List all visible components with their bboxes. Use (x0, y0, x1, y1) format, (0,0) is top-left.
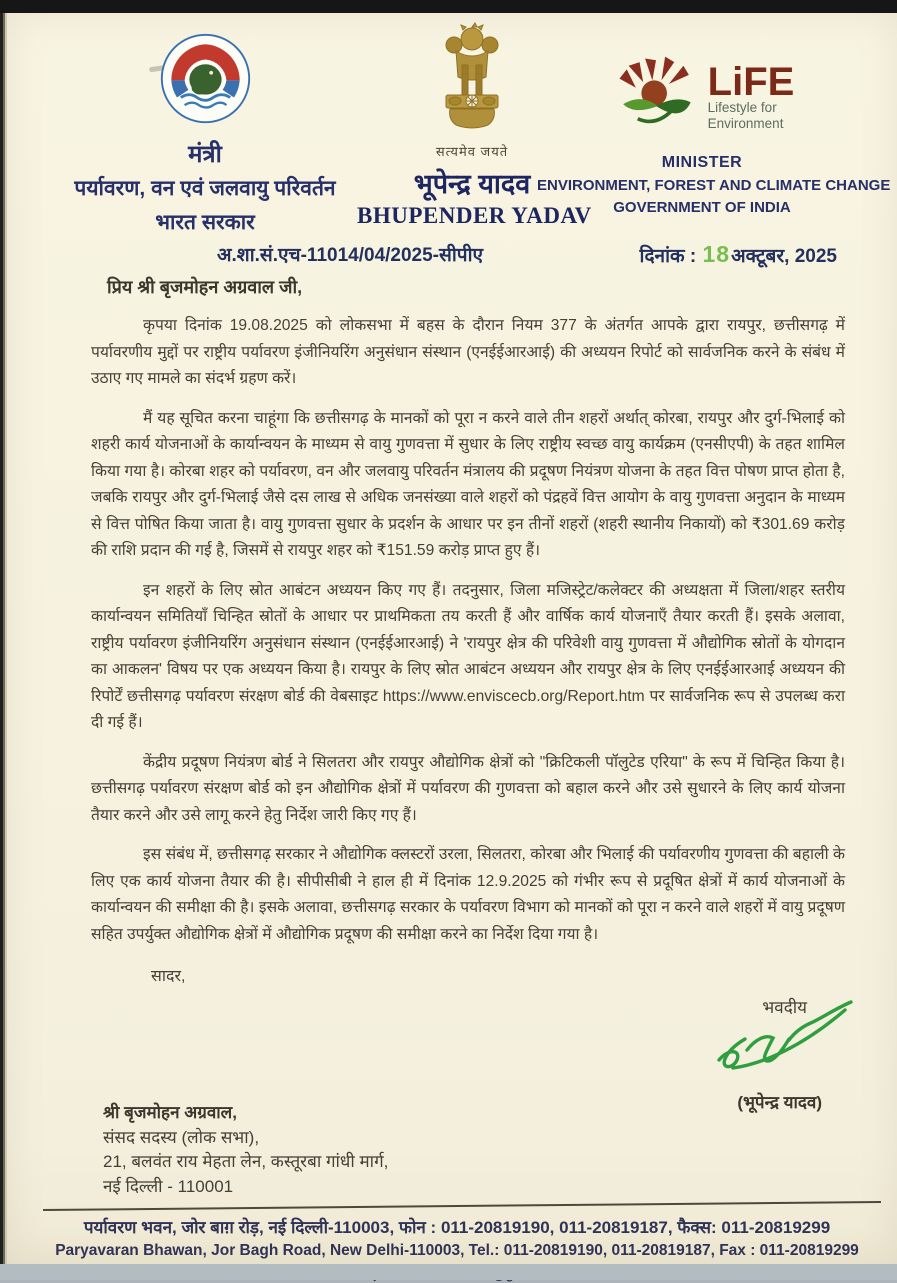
date-month-year: अक्टूबर, 2025 (731, 246, 837, 267)
ministry-of-environment-logo-icon (158, 31, 253, 131)
letter-page (7, 13, 897, 1264)
life-tagline-1: Lifestyle for (707, 99, 777, 115)
valediction: भवदीय (762, 998, 807, 1017)
paragraph-5: इस संबंध में, छत्तीसगढ़ सरकार ने औद्योगिक क्लस्टरों उरला, सिलतरा, कोरबा और भिलाई की पर्यावरणीय गुणवत्ता की बहाली के लिए एक कार्य योजना तैयार की है। सीपीसीबी ने हाल ही में दिनांक 12.9.2025 को गंभीर रूप से प्रदूषित क्षेत्रों में कार्य योजनाओं के कार्यान्वयन की समीक्षा की है। इसके अलावा, छत्तीसगढ़ सरकार के पर्यावरण विभाग को मानकों को पूरा न करने वाले शहरों में वायु प्रदूषण सहित उपर्युक्त औद्योगिक क्षेत्रों में औद्योगिक प्रदूषण की समीक्षा करने का निर्देश दिया गया है। (91, 846, 845, 943)
reference-number: अ.शा.सं.एच-11014/04/2025-सीपीए (217, 245, 483, 266)
paragraph-4: केंद्रीय प्रदूषण नियंत्रण बोर्ड ने सिलतरा और रायपुर औद्योगिक क्षेत्रों को "क्रिटिकली पॉलुटेड एरिया" के रूप में चिन्हित किया है। छत्तीसगढ़ पर्यावरण संरक्षण बोर्ड को इन औद्योगिक क्षेत्रों में पर्यावरण की गुणवत्ता को बहाल करने और उसे सुधारने के लिए कार्य योजना तैयार करने और उसे लागू करने हेतु निर्देश जारी किए गए हैं। (91, 753, 845, 824)
signatory-name: (भूपेन्द्र यादव) (737, 1093, 822, 1112)
addressee-block (103, 1101, 388, 1200)
paragraph-3: इन शहरों के लिए स्रोत आबंटन अध्ययन किए गए हैं। तदनुसार, जिला मजिस्ट्रेट/कलेक्टर की अध्यक्षता में जिला/शहर स्तरीय कार्यान्वयन समितियाँ चिन्हित स्रोतों के आधार पर प्राथमिकता तय करती हैं और वार्षिक कार्य योजनाएँ तैयार करती हैं। इसके अलावा, राष्ट्रीय पर्यावरण इंजीनियरिंग अनुसंधान संस्थान (एनईईआरआई) ने 'रायपुर क्षेत्र की परिवेशी वायु गुणवत्ता में औद्योगिक स्रोतों के योगदान का आकलन' विषय पर एक अध्ययन किया है। रायपुर के लिए स्रोत आबंटन अध्ययन और रायपुर क्षेत्र के लिए एनईईआरआई अध्ययन की रिपोर्टें छत्तीसगढ़ पर्यावरण संरक्षण बोर्ड की वेबसाइट https://www.enviscecb.org/Report.htm पर सार्वजनिक रूप से उपलब्ध करा दी गई हैं। (91, 581, 845, 731)
govt-of-india-en: GOVERNMENT OF INDIA (613, 199, 791, 216)
national-emblem-icon (432, 122, 512, 139)
life-logo-icon (610, 53, 702, 142)
ministry-title: मंत्री (188, 141, 222, 168)
closing-regards: सादर, (151, 968, 186, 985)
footer-address-english: Paryavaran Bhawan, Jor Bagh Road, New Delhi-110003, Tel.: 011-20819190, 011-20819187, Fax : 011-20819299 (55, 1242, 859, 1259)
paragraph-2: मैं यह सूचित करना चाहूंगा कि छत्तीसगढ़ के मानकों को पूरा न करने वाले तीन शहरों अर्थात् कोरबा, रायपुर और दुर्ग-भिलाई को शहरी कार्य योजनाओं के कार्यान्वयन के माध्यम से वायु गुणवत्ता में सुधार के लिए राष्ट्रीय स्वच्छ वायु कार्यक्रम (एनसीएपी) के तहत शामिल किया गया है। कोरबा शहर को पर्यावरण, वन और जलवायु परिवर्तन मंत्रालय की प्रदूषण नियंत्रण योजना के तहत वित्त पोषण प्राप्त होता है, जबकि रायपुर और दुर्ग-भिलाई जैसे दस लाख से अधिक जनसंख्या वाले शहरों को पंद्रहवें वित्त आयोग के वायु गुणवत्ता अनुदान के माध्यम से वित्त पोषित किया जाता है। वायु गुणवत्ता सुधार के प्रदर्शन के आधार पर इन तीनों शहरों (शहरी स्थानीय निकायों) को ₹301.69 करोड़ की राशि प्रदान की गई है, जिसमें से रायपुर शहर को ₹151.59 करोड़ प्राप्त हुए हैं। (91, 409, 845, 559)
addressee-city: नई दिल्ली - 110001 (103, 1176, 234, 1196)
signature-icon (709, 998, 859, 1088)
minister-name-hindi: भूपेन्द्र यादव (413, 169, 531, 199)
ministry-name-en: ENVIRONMENT, FOREST AND CLIMATE CHANGE (537, 177, 891, 194)
ministry-govt-hi: भारत सरकार (155, 211, 255, 234)
minister-name-english: BHUPENDER YADAV (357, 203, 592, 228)
life-wordmark: LiFE (707, 59, 795, 104)
footer-divider (43, 1201, 881, 1211)
letter-body (91, 275, 845, 985)
minister-office-block (537, 53, 891, 216)
date-label: दिनांक : (639, 246, 702, 267)
date-line (640, 241, 837, 268)
salutation: प्रिय श्री बृजमोहन अग्रवाल जी, (107, 277, 303, 297)
minister-title-en: MINISTER (661, 154, 743, 171)
life-tagline-2: Environment (707, 115, 784, 131)
paragraph-1: कृपया दिनांक 19.08.2025 को लोकसभा में बहस के दौरान नियम 377 के अंतर्गत आपके द्वारा रायपुर, छत्तीसगढ़ में पर्यावरणीय मुद्दों पर राष्ट्रीय पर्यावरण इंजीनियरिंग अनुसंधान संस्थान (एनईईआरआई) की अध्ययन रिपोर्ट को सार्वजनिक करने के संबंध में उठाए गए मामले का संदर्भ ग्रहण करें। (91, 317, 845, 387)
handwritten-date-day: 18 (702, 241, 731, 267)
scan-top-border (0, 0, 897, 13)
satyameva-jayate-motto: सत्यमेव जयते (435, 144, 509, 159)
addressee-name: श्री बृजमोहन अग्रवाल, (103, 1103, 237, 1122)
scan-left-border (0, 13, 7, 1264)
footer-address-hindi: पर्यावरण भवन, जोर बाग़ रोड़, नई दिल्ली-110003, फोन : 011-20819190, 011-20819187, फैक्स: 011-20819299 (83, 1218, 831, 1237)
ministry-block (55, 31, 355, 236)
ministry-name-hi: पर्यावरण, वन एवं जलवायु परिवर्तन (74, 177, 336, 200)
addressee-designation: संसद सदस्य (लोक सभा), (103, 1127, 260, 1147)
addressee-street: 21, बलवंत राय मेहता लेन, कस्तूरबा गांधी मार्ग, (103, 1152, 389, 1172)
scan-bottom-border (0, 1264, 897, 1280)
